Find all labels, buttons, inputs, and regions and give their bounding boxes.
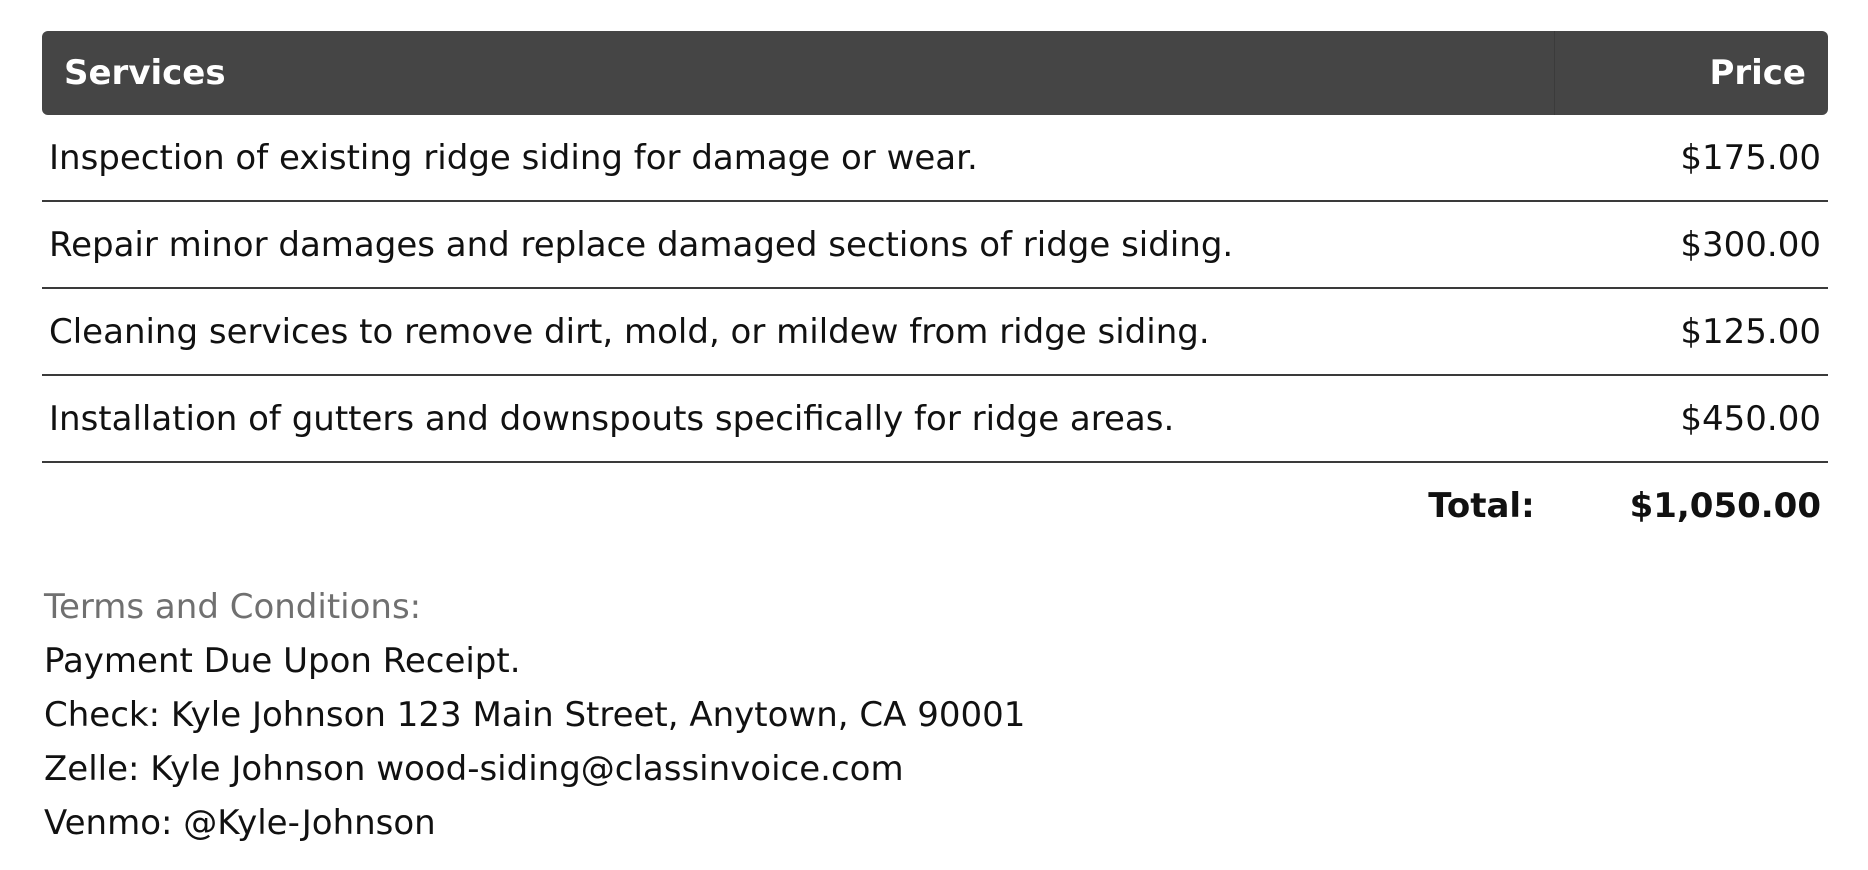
service-price: $450.00 (1555, 375, 1828, 462)
services-column-header: Services (42, 31, 1555, 115)
table-header (42, 31, 1828, 115)
terms-check-line: Check: Kyle Johnson 123 Main Street, Anytown, CA 90001 (44, 695, 1026, 735)
service-description: Repair minor damages and replace damaged sections of ridge siding. (42, 201, 1555, 288)
service-price: $125.00 (1555, 288, 1828, 375)
total-label: Total: (1428, 486, 1535, 526)
service-description: Cleaning services to remove dirt, mold, or mildew from ridge siding. (42, 288, 1555, 375)
service-description: Inspection of existing ridge siding for damage or wear. (42, 115, 1555, 201)
total-row (42, 462, 1828, 549)
services-table (42, 31, 1828, 549)
service-price: $300.00 (1555, 201, 1828, 288)
service-description: Installation of gutters and downspouts specifically for ridge areas. (42, 375, 1555, 462)
table-row (42, 115, 1828, 201)
terms-venmo-line: Venmo: @Kyle-Johnson (44, 803, 436, 843)
table-row (42, 375, 1828, 462)
price-column-header: Price (1555, 31, 1828, 115)
total-value: $1,050.00 (1629, 486, 1821, 526)
terms-zelle-line: Zelle: Kyle Johnson wood-siding@classinvoice.com (44, 749, 904, 789)
table-header-row (42, 31, 1828, 115)
table-row (42, 288, 1828, 375)
terms-payment-line: Payment Due Upon Receipt. (44, 641, 521, 681)
table-row (42, 201, 1828, 288)
terms-title: Terms and Conditions: (44, 587, 422, 627)
table-body (42, 115, 1828, 549)
terms-section (44, 580, 1025, 850)
service-price: $175.00 (1555, 115, 1828, 201)
